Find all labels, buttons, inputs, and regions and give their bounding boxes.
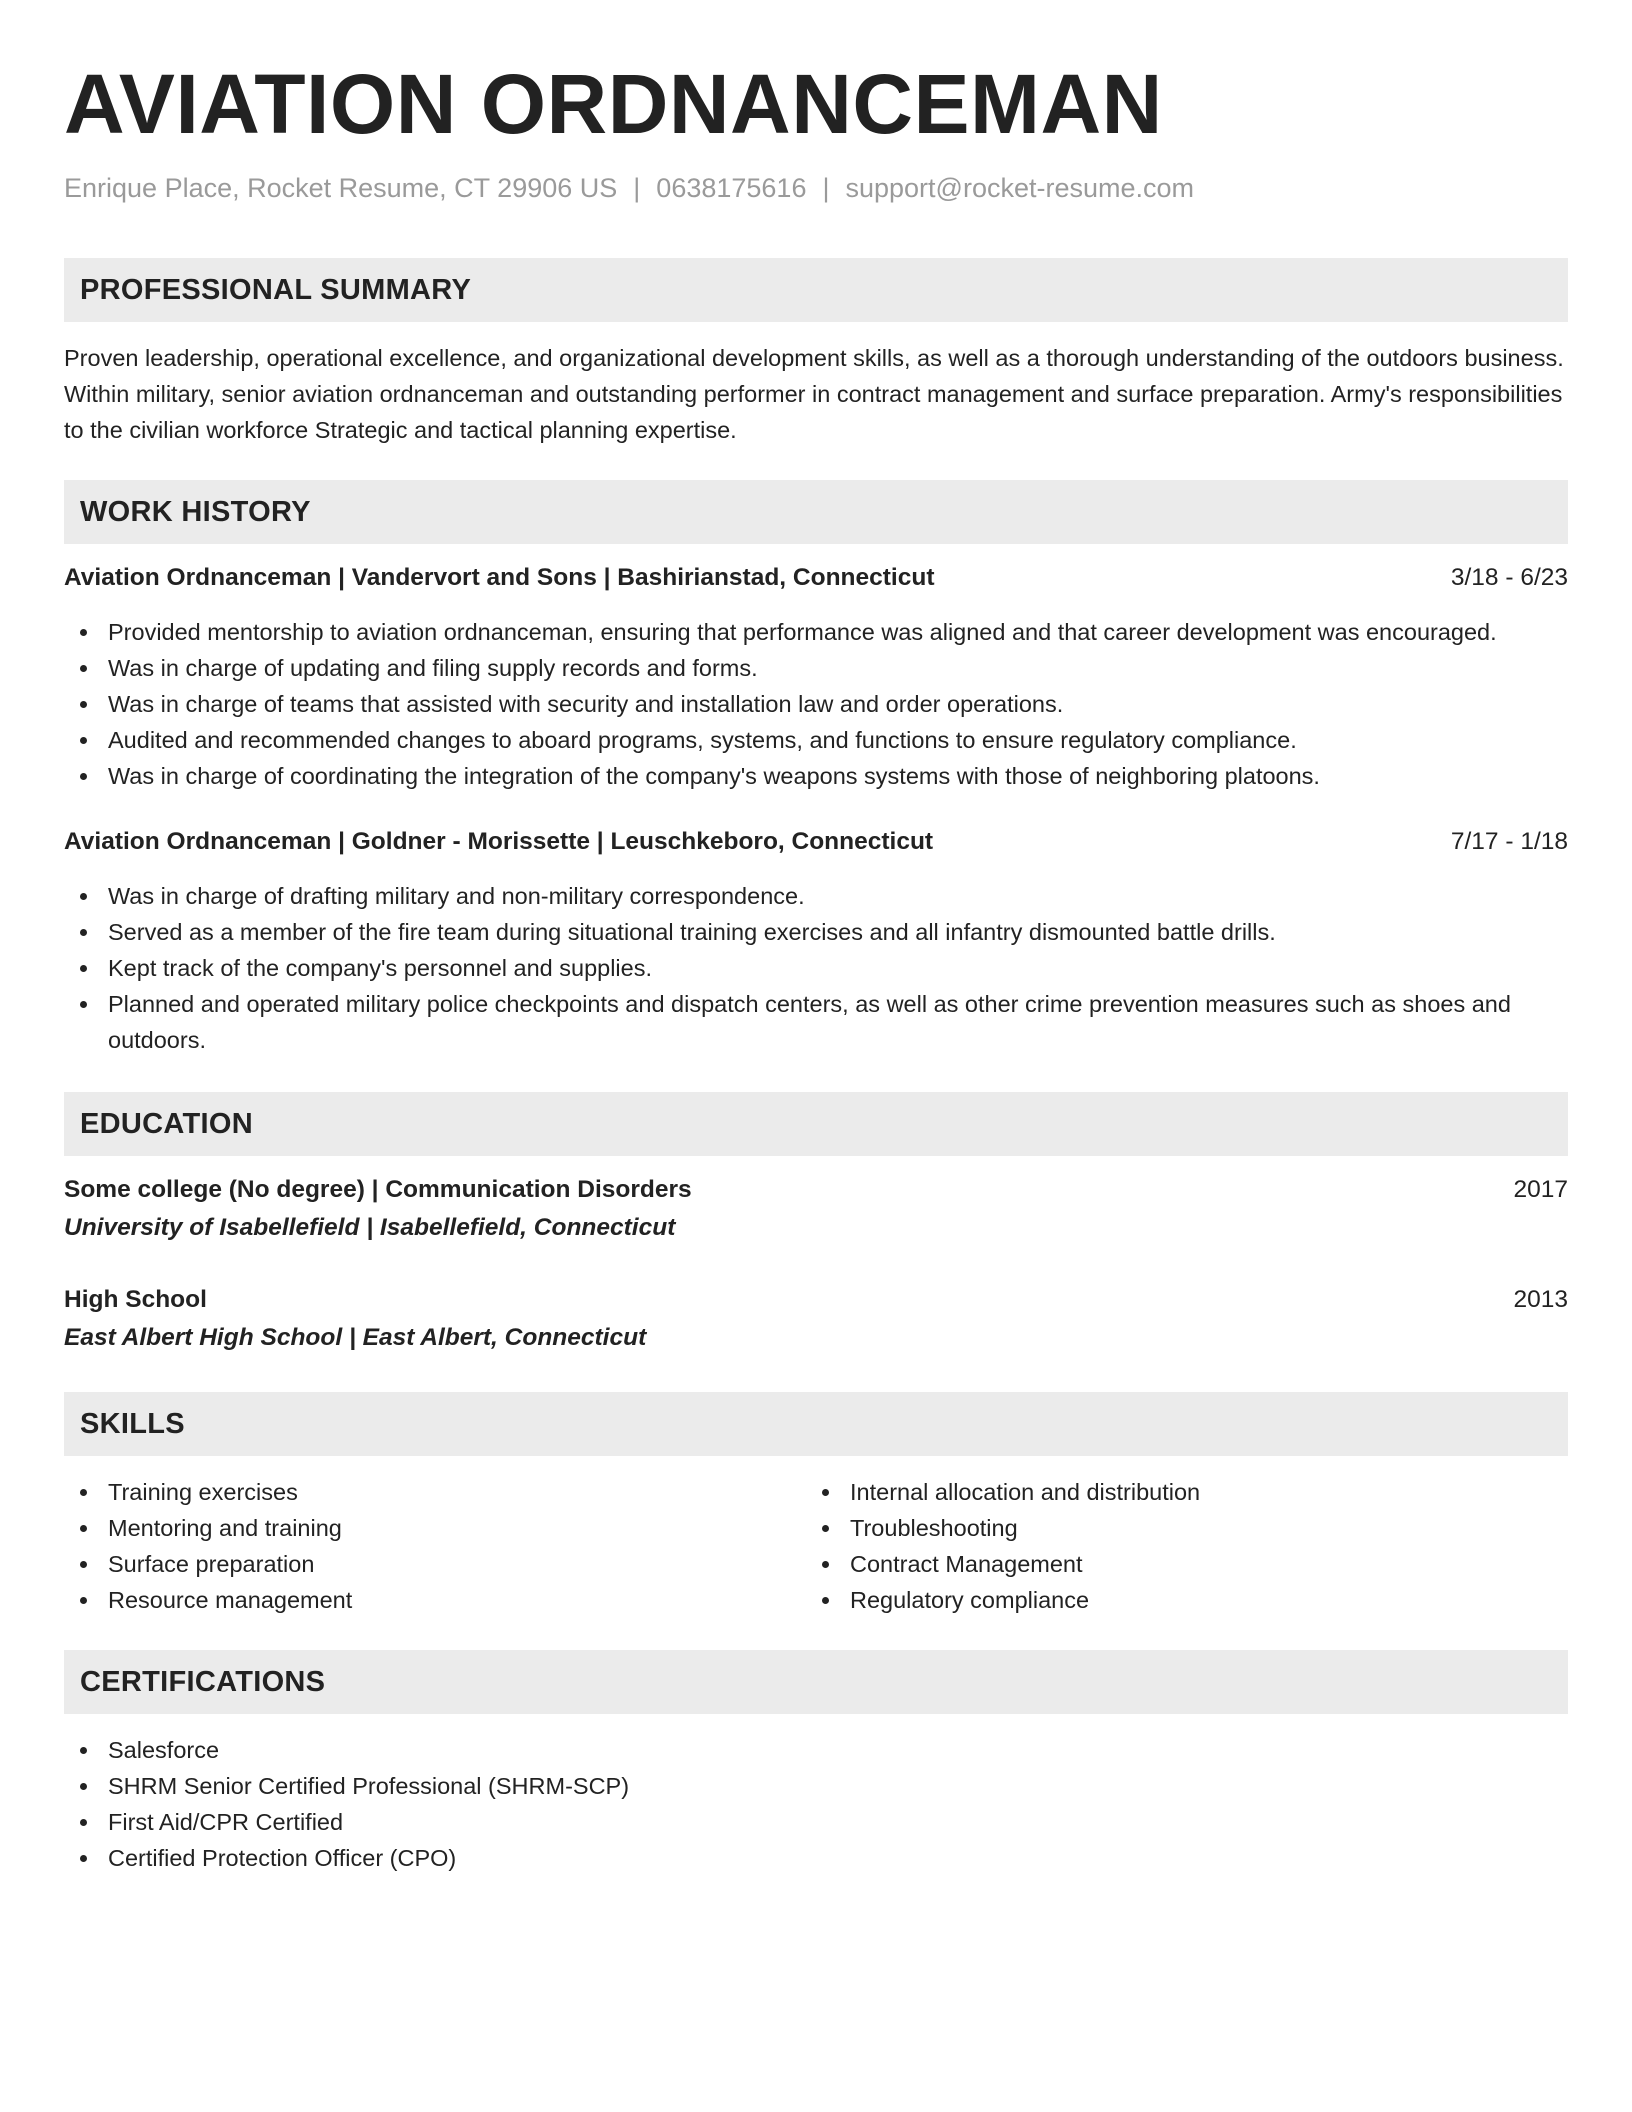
skill-item: Training exercises [64, 1474, 806, 1510]
job-dates: 3/18 - 6/23 [1450, 564, 1568, 591]
education-degree: High School [64, 1286, 207, 1313]
job-bullet: Kept track of the company's personnel and supplies. [64, 950, 1568, 986]
skill-item: Contract Management [806, 1546, 1548, 1582]
job-bullet-list [64, 878, 1568, 1058]
skill-item: Surface preparation [64, 1546, 806, 1582]
certification-item: SHRM Senior Certified Professional (SHRM-SCP) [64, 1768, 1568, 1804]
job-title: Aviation Ordnanceman | Goldner - Morissette | Leuschkeboro, Connecticut [64, 828, 934, 855]
contact-separator: | [822, 173, 830, 203]
skill-item: Troubleshooting [806, 1510, 1548, 1546]
job-bullet: Was in charge of updating and filing supply records and forms. [64, 650, 1568, 686]
education-header [64, 1172, 1568, 1208]
job-header [64, 824, 1568, 860]
job-bullet: Provided mentorship to aviation ordnanceman, ensuring that performance was aligned and that career development was encouraged. [64, 614, 1568, 650]
education-degree: Some college (No degree) | Communication Disorders [64, 1176, 692, 1203]
job-bullet: Was in charge of teams that assisted with security and installation law and order operations. [64, 686, 1568, 722]
skills-list-left [64, 1474, 806, 1618]
skill-item: Regulatory compliance [806, 1582, 1548, 1618]
education-entry [64, 1282, 1568, 1356]
job-bullet: Audited and recommended changes to aboard programs, systems, and functions to ensure regulatory compliance. [64, 722, 1568, 758]
education-school: University of Isabellefield | Isabellefield, Connecticut [64, 1214, 676, 1241]
contact-address: Enrique Place, Rocket Resume, CT 29906 US [64, 173, 618, 203]
skills-list-right [806, 1474, 1548, 1618]
job-bullet: Planned and operated military police checkpoints and dispatch centers, as well as other crime prevention measures such as shoes and outdoors. [64, 986, 1568, 1058]
skill-item: Internal allocation and distribution [806, 1474, 1548, 1510]
skills-grid [64, 1474, 1568, 1618]
contact-separator: | [633, 173, 641, 203]
certification-item: Salesforce [64, 1732, 1568, 1768]
resume-name: AVIATION ORDNANCEMAN [64, 57, 1163, 151]
certification-item: Certified Protection Officer (CPO) [64, 1840, 1568, 1876]
skill-item: Resource management [64, 1582, 806, 1618]
job-entry [64, 560, 1568, 794]
education-entry [64, 1172, 1568, 1246]
certification-item: First Aid/CPR Certified [64, 1804, 1568, 1840]
job-bullet: Was in charge of drafting military and non-military correspondence. [64, 878, 1568, 914]
job-entry [64, 824, 1568, 1058]
job-title: Aviation Ordnanceman | Vandervort and Sons | Bashirianstad, Connecticut [64, 564, 935, 591]
contact-phone: 0638175616 [656, 173, 807, 203]
job-bullet-list [64, 614, 1568, 794]
job-header [64, 560, 1568, 596]
section-header-education: EDUCATION [64, 1092, 1568, 1156]
education-header [64, 1282, 1568, 1318]
section-header-skills: SKILLS [64, 1392, 1568, 1456]
education-school: East Albert High School | East Albert, Connecticut [64, 1324, 647, 1351]
section-header-work-history: WORK HISTORY [64, 480, 1568, 544]
education-year: 2013 [1513, 1286, 1568, 1313]
summary-text: Proven leadership, operational excellence, and organizational development skills, as well as a thorough understanding of the outdoors business. Within military, senior aviation ordnanceman and outstanding performer in contract management and surface preparation. Army's responsibilities to the civilian workforce Strategic and tactical planning expertise. [64, 345, 1564, 443]
contact-line [64, 170, 1568, 206]
section-header-certifications: CERTIFICATIONS [64, 1650, 1568, 1714]
job-dates: 7/17 - 1/18 [1450, 828, 1568, 855]
job-bullet: Served as a member of the fire team during situational training exercises and all infantry dismounted battle drills. [64, 914, 1568, 950]
contact-email: support@rocket-resume.com [845, 173, 1195, 203]
skill-item: Mentoring and training [64, 1510, 806, 1546]
section-header-summary: PROFESSIONAL SUMMARY [64, 258, 1568, 322]
job-bullet: Was in charge of coordinating the integration of the company's weapons systems with those of neighboring platoons. [64, 758, 1568, 794]
education-year: 2017 [1513, 1176, 1568, 1203]
resume-page [64, 0, 1568, 1876]
certifications-list [64, 1732, 1568, 1876]
